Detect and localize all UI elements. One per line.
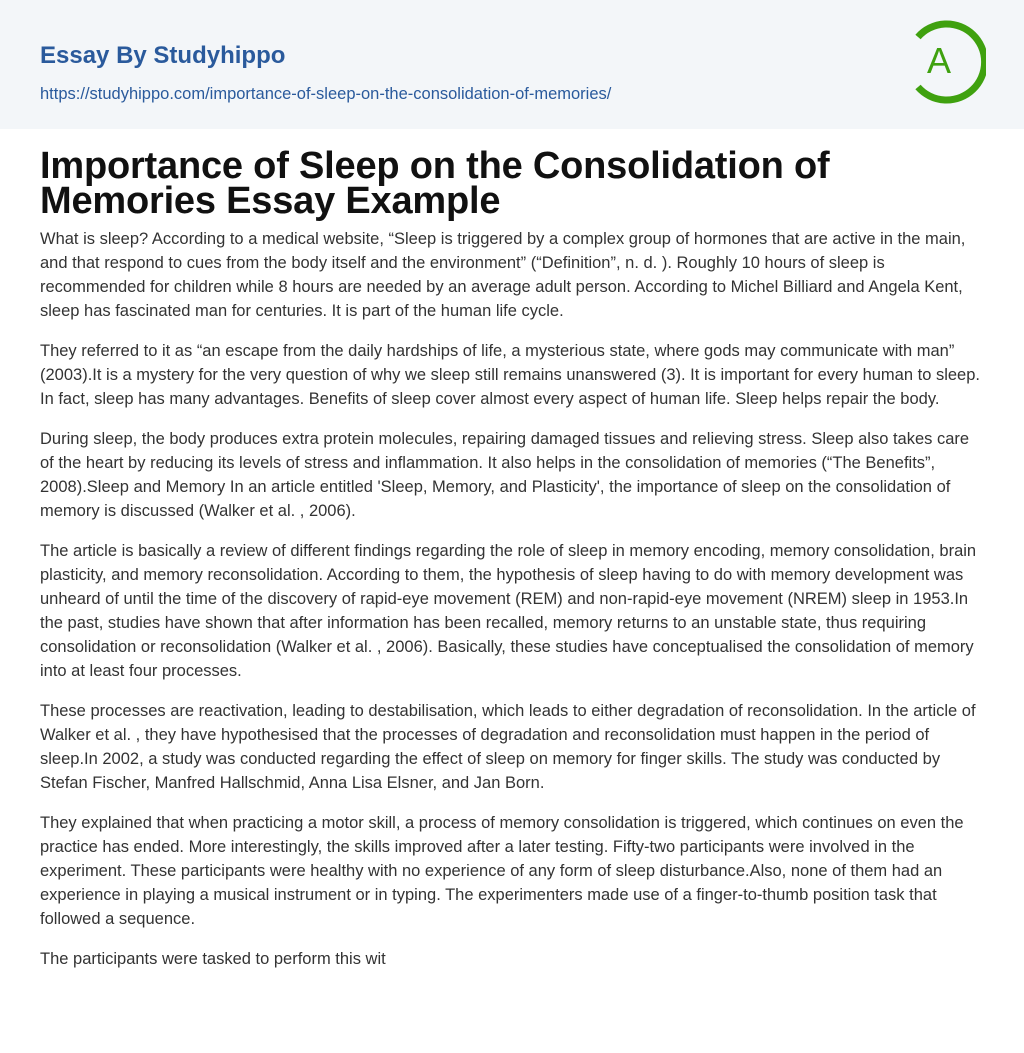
studyhippo-logo-icon[interactable]: [912, 19, 986, 105]
article-container: [0, 129, 1024, 971]
essay-paragraph: The article is basically a review of different findings regarding the role of sleep in memory encoding, memory consolidation, brain plasticity, and memory reconsolidation. According to them, the hypothesis of sleep having to do with memory development was unheard of until the time of the discovery of rapid-eye movement (REM) and non-rapid-eye movement (NREM) sleep in 1953.In the past, studies have shown that after information has been recalled, memory returns to an unstable state, thus requiring consolidation or reconsolidation (Walker et al. , 2006). Basically, these studies have conceptualised the consolidation of memory into at least four processes.: [40, 542, 977, 680]
source-url-link[interactable]: https://studyhippo.com/importance-of-sleep-on-the-consolidation-of-memories/: [40, 85, 612, 103]
essay-paragraph: They explained that when practicing a motor skill, a process of memory consolidation is triggered, which continues on even the practice has ended. More interestingly, the skills improved after a later testing. Fifty-two participants were involved in the experiment. These participants were healthy with no experience of any form of sleep disturbance.Also, none of them had an experience in playing a musical instrument or in typing. The experimenters made use of a finger-to-thumb position task that followed a sequence.: [40, 814, 964, 928]
essay-paragraph: They referred to it as “an escape from the daily hardships of life, a mysterious state, where gods may communicate with man” (2003).It is a mystery for the very question of why we sleep still remains unanswered (3). It is important for every human to sleep. In fact, sleep has many advantages. Benefits of sleep cover almost every aspect of human life. Sleep helps repair the body.: [40, 342, 980, 408]
site-header: [0, 0, 1024, 129]
logo-arc-icon: [912, 19, 986, 105]
essay-paragraph: During sleep, the body produces extra protein molecules, repairing damaged tissues and relieving stress. Sleep also takes care of the heart by reducing its levels of stress and inflammation. It also helps in the consolidation of memories (“The Benefits”, 2008).Sleep and Memory In an article entitled 'Sleep, Memory, and Plasticity', the importance of sleep on the consolidation of memory is discussed (Walker et al. , 2006).: [40, 430, 970, 520]
essay-paragraph: What is sleep? According to a medical website, “Sleep is triggered by a complex group of hormones that are active in the main, and that respond to cues from the body itself and the environment” (“Definition”, n. d. ). Roughly 10 hours of sleep is recommended for children while 8 hours are needed by an average adult person. According to Michel Billiard and Angela Kent, sleep has fascinated man for centuries. It is part of the human life cycle.: [40, 230, 966, 320]
essay-body: [40, 227, 984, 971]
page-title: Importance of Sleep on the Consolidation of Memories Essay Example: [40, 145, 830, 222]
essay-paragraph-truncated: The participants were tasked to perform this wit: [40, 950, 386, 968]
essay-paragraph: These processes are reactivation, leading to destabilisation, which leads to either degradation of reconsolidation. In the article of Walker et al. , they have hypothesised that the processes of degradation and reconsolidation must happen in the period of sleep.In 2002, a study was conducted regarding the effect of sleep on memory for finger skills. The study was conducted by Stefan Fischer, Manfred Hallschmid, Anna Lisa Elsner, and Jan Born.: [40, 702, 976, 792]
logo-letter: A: [926, 40, 952, 81]
brand-title: Essay By Studyhippo: [40, 42, 286, 69]
